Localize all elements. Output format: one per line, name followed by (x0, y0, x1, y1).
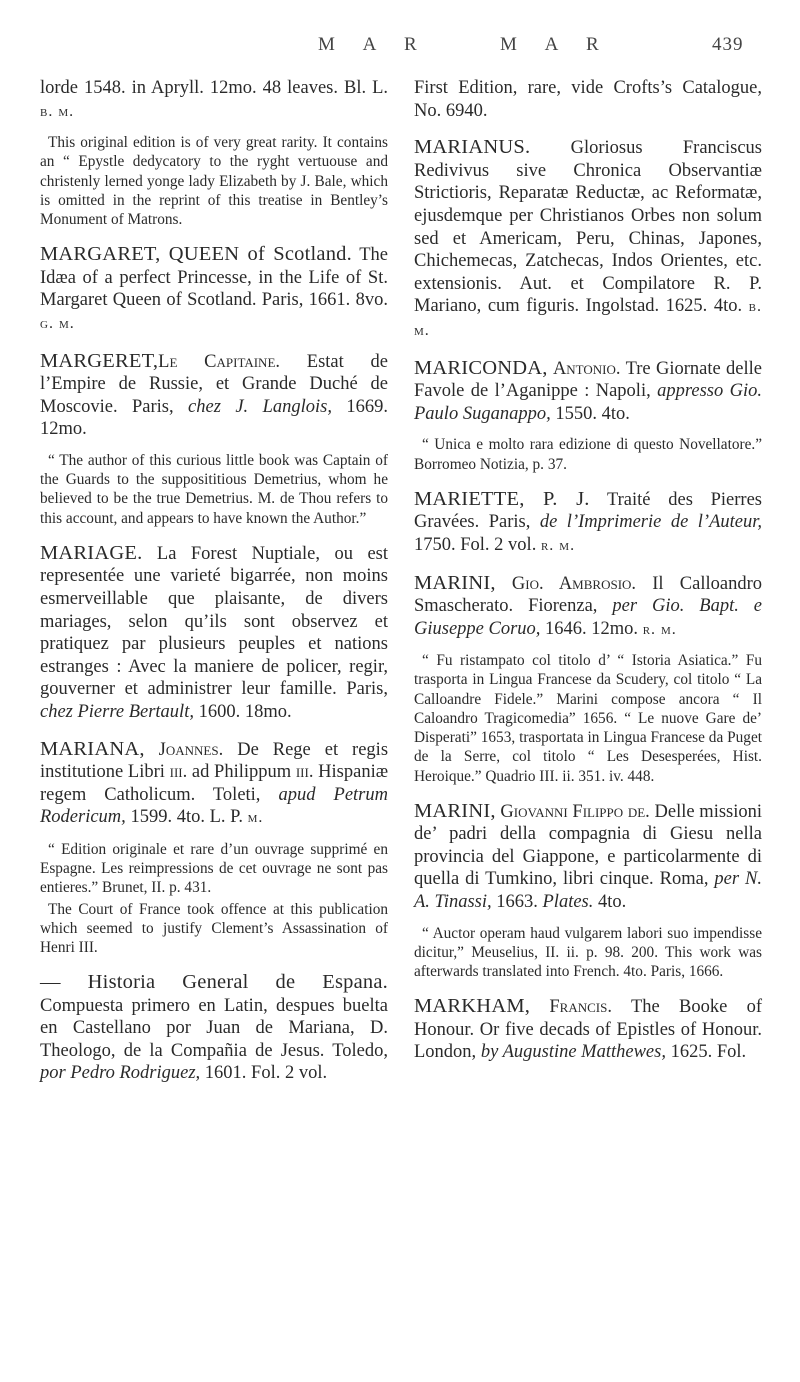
headword: MARIANA, (40, 737, 145, 760)
headword: MARKHAM, (414, 995, 531, 1018)
entry-title: Gloriosus Franciscus Redivivus sive Chronica Observantiæ Strictioris, Reparatæ Reductæ, ac Reformatæ, ejusdemque per Christianos Orbes non solum sed et Americam, Peru, Chinas, Japones, Chichemecas, Zatchecas, Indos Orientes, etc. extensionis. Aut. et Compilatore R. P. Mariano, cum figuris. Ingolstad. 1625. 4to. (414, 138, 763, 317)
imprint: por Pedro Rodriguez, (40, 1063, 201, 1084)
entry-mariana (40, 738, 388, 958)
entry-note: “ Auctor operam haud vulgarem labori suo impendisse dicitur,” Meuselius, II. ii. p. 98. 200. This work was afterwards translated into French. 4to. Paris, 1666. (414, 924, 762, 981)
entry-title: Hispaniæ regem Catholicum. Toleti, (40, 762, 389, 805)
catalog-mark: r. m. (642, 620, 677, 638)
forename: Le Capitaine. (158, 351, 281, 372)
roman-numeral: iii. (295, 762, 314, 783)
entry-date: 1663. (496, 892, 538, 913)
imprint: chez Pierre Bertault, (40, 701, 194, 722)
entry-head (40, 542, 388, 724)
headword: MARGARET, QUEEN of Scotland. (40, 243, 352, 266)
entry-head (414, 136, 762, 342)
entry-date: 1600. 18mo. (198, 701, 292, 722)
entry-title: The Booke of Honour. Or five decads of Epistles of Honour. London, (414, 997, 762, 1063)
entry-mariconda (414, 357, 762, 474)
roman-numeral: iii. (169, 762, 188, 783)
entry-markham (414, 995, 762, 1064)
catalog-mark: b. m. (40, 102, 75, 120)
headword: — Historia General de Espana. (40, 971, 388, 994)
entry-margeret (40, 350, 388, 528)
running-head-right: M A R (500, 34, 611, 55)
forename: Antonio. (552, 358, 621, 379)
headword: MARINI, (414, 799, 496, 822)
headword: MARIETTE, P. J. (414, 487, 590, 510)
imprint: by Augustine Matthewes, (480, 1042, 666, 1063)
entry-note: This original edition is of very great rarity. It contains an “ Epystle dedycatory to the ryght vertuouse and christenly lerned yonge lady Elizabeth by J. Bale, which is omitted in the reprint of this treatise in Bentley’s Monument of Matrons. (40, 134, 388, 228)
entry-note: “ Edition originale et rare d’un ouvrage supprimé en Espagne. Les reimpressions de cet ouvrage ne sont pas entieres.” Brunet, II. p. 431. (40, 840, 388, 897)
entry-date: 1599. 4to. L. P. (130, 807, 243, 828)
entry-margaret (40, 243, 388, 335)
left-column (40, 77, 388, 1099)
entry-marini-giovanni (414, 800, 762, 982)
entry-date: 1669. 12mo. (40, 396, 389, 440)
entry-historia (40, 971, 388, 1085)
forename: Francis. (549, 997, 612, 1018)
entry-title: Estat de l’Empire de Russie, et Grande Duché de Moscovie. Paris, (40, 351, 389, 417)
entry-head (40, 77, 388, 123)
headword: MARIANUS. (414, 136, 531, 159)
entry-text: lorde 1548. in Apryll. 12mo. 48 leaves. Bl. L. (40, 78, 388, 98)
catalog-mark: b. m. (414, 298, 762, 339)
imprint: de l’Imprimerie de l’Auteur, (539, 512, 763, 533)
imprint: chez J. Langlois, (188, 396, 332, 417)
running-head-left: M A R (318, 34, 429, 55)
headword: MARINI, (414, 571, 496, 594)
headword: MARICONDA, (414, 356, 548, 379)
entry-title: La Forest Nuptiale, ou est representée une varieté bigarrée, non moins esmerveillable que plaisante, de divers mariages, selon qu’ils sont observez et pratiquez par plusieurs peuples et nations estranges : Avec la maniere de policer, regir, gouverner et administrer leur famille. Paris, (40, 543, 389, 700)
headword: MARIAGE. (40, 541, 143, 564)
entry-title: Tre Giornate delle Favole de l’Aganippe : Napoli, (414, 358, 763, 402)
entry-note: “ Fu ristampato col titolo d’ “ Istoria Asiatica.” Fu trasporta in Lingua Francese da Scudery, col titolo “ La Calloandre Fidele.” Marini compose ancora “ Il Caloandro Tragicomedia” 1656. “ Le nuove Gare de’ Disperati” 1653, trasportata in Lingua Francese da Puget de la Serre, col titolo “ Les Desesperées, Hist. Heroique.” Quadrio III. ii. 351. iv. 448. (414, 652, 762, 785)
forename: Gio. Ambrosio. (511, 573, 637, 594)
entry-head (414, 995, 762, 1064)
entry-date: 1601. Fol. 2 vol. (204, 1063, 328, 1084)
entry-lorde-continued (414, 77, 762, 122)
entry-note: The Court of France took offence at this publication which seemed to justify Clement’s Assassination of Henri III. (40, 900, 388, 956)
imprint: per Gio. Bapt. e Giuseppe Coruo, (414, 596, 762, 639)
entry-head (414, 357, 762, 426)
entry-head (40, 971, 388, 1085)
page-number: 439 (712, 34, 744, 55)
entry-title: Delle missioni de’ padri della compagnia di Giesu nella provincia del Giappone, e particolarmente di quella di Tumkino, libri cinque. Roma, (414, 801, 763, 890)
forename: Joannes. (158, 739, 224, 760)
headword: MARGERET, (40, 349, 159, 372)
entry-format: 4to. (598, 892, 627, 913)
catalog-mark: m. (247, 809, 264, 827)
entry-date: 1646. 12mo. (545, 618, 639, 639)
entry-head: First Edition, rare, vide Crofts’s Catalogue, No. 6940. (414, 78, 762, 121)
entry-title: ad Philippum (191, 762, 292, 783)
entry-head (414, 572, 762, 642)
entry-title: The Idæa of a perfect Princesse, in the Life of St. Margaret Queen of Scotland. Paris, 1661. 8vo. (40, 245, 388, 311)
entry-head (40, 350, 388, 441)
entry-marini-gio (414, 572, 762, 786)
entry-title: Compuesta primero en Latin, despues buelta en Castellano por Juan de Mariana, D. Theologo, de la Compañia de Jesus. Toledo, (40, 995, 388, 1061)
right-column (414, 77, 762, 1078)
forename: Giovanni Filippo de. (500, 801, 650, 822)
entry-marianus (414, 136, 762, 342)
entry-date: 1750. Fol. 2 vol. (414, 534, 537, 555)
imprint: apud Petrum Rodericum, (40, 784, 388, 828)
entry-head (414, 800, 762, 914)
entry-note: “ Unica e molto rara edizione di questo Novellatore.” Borromeo Notizia, p. 37. (414, 436, 762, 473)
entry-lorde (40, 77, 388, 229)
imprint: per N. A. Tinassi, (414, 869, 763, 913)
catalog-mark: g. m. (40, 314, 75, 332)
entry-note: “ The author of this curious little book was Captain of the Guards to the supposititious Demetrius, whom he believed to be the true Demetrius. M. de Thou refers to this account, and appears to have known the Author.” (40, 451, 388, 527)
entry-title: De Rege et regis institutione Libri (40, 739, 389, 783)
entry-title: Il Calloandro Smascherato. Fiorenza, (414, 573, 762, 617)
plates-note: Plates. (542, 892, 594, 913)
entry-head (40, 243, 388, 335)
entry-title: Traité des Pierres Gravées. Paris, (414, 489, 762, 533)
entry-head (414, 488, 762, 558)
entry-date: 1550. 4to. (555, 403, 630, 424)
entry-date: 1625. Fol. (670, 1042, 747, 1063)
entry-mariage (40, 542, 388, 724)
catalog-mark: r. m. (540, 536, 576, 554)
imprint: appresso Gio. Paulo Suganappo, (414, 381, 762, 424)
entry-mariette (414, 488, 762, 558)
entry-head (40, 738, 388, 830)
